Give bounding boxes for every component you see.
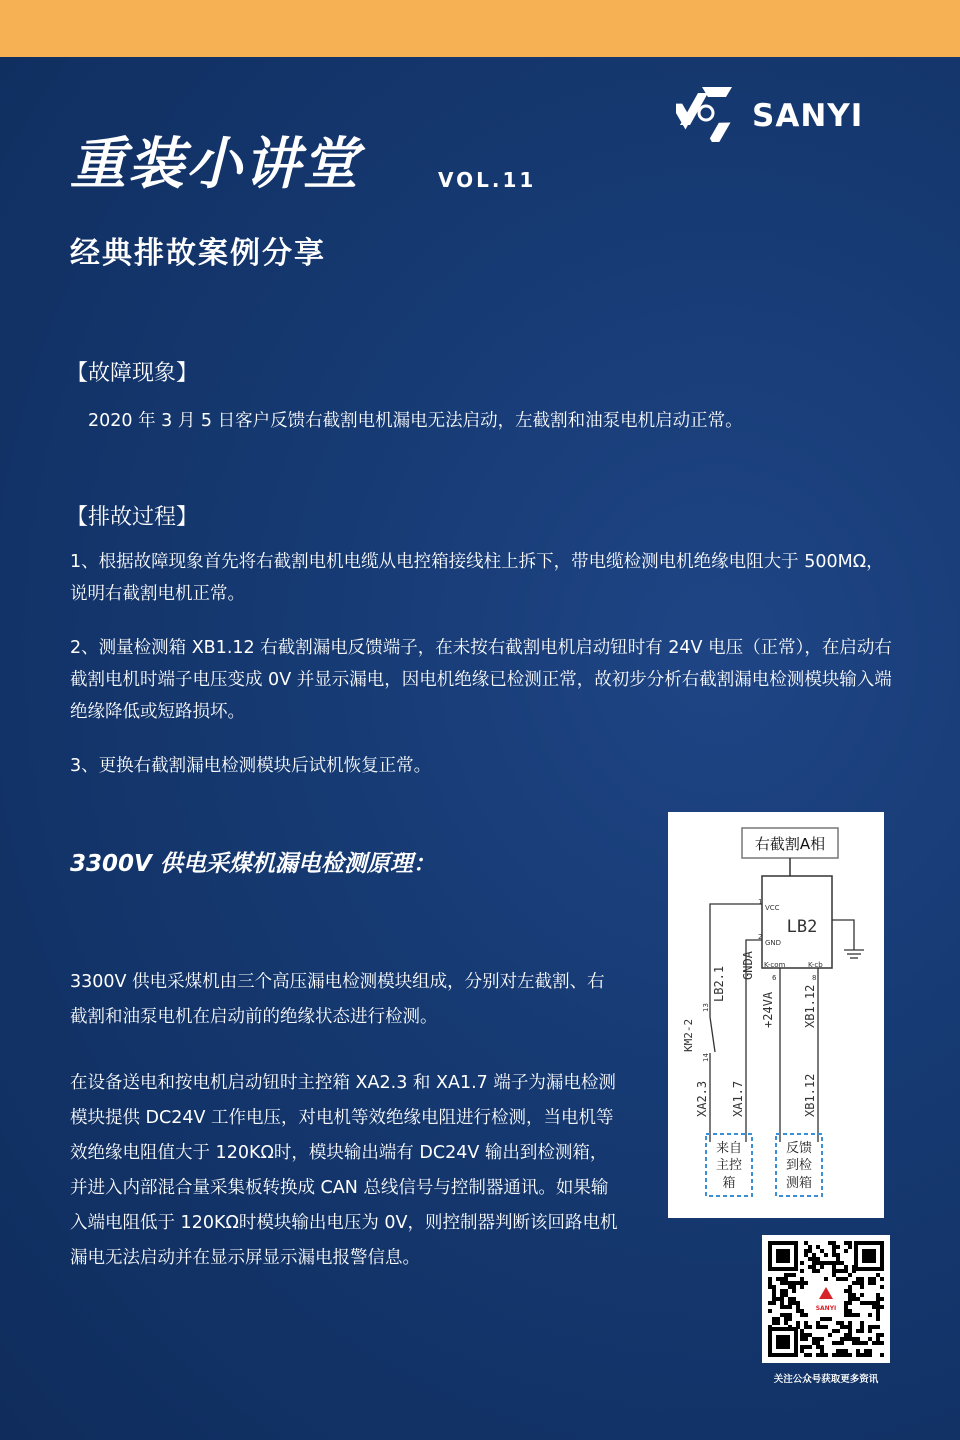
top-accent-bar <box>0 0 960 57</box>
svg-text:到检: 到检 <box>785 1158 813 1173</box>
qr-caption: 关注公众号获取更多资讯 <box>773 1374 879 1385</box>
svg-text:1: 1 <box>758 898 763 906</box>
process-step-2: 2、测量检测箱 XB1.12 右截割漏电反馈端子，在未按右截割电机启动钮时有 24V 电压（正常），在启动右截割电机时端子电压变成 0V 并显示漏电，因电机绝缘已检测正常，故初步分析右截割漏电检测模块输入端绝缘降低或短路损坏。 <box>70 638 892 722</box>
svg-text:VCC: VCC <box>765 904 780 912</box>
brand-name: SANYI <box>752 98 864 134</box>
svg-text:+24VA: +24VA <box>761 991 775 1028</box>
principle-paragraph-1: 3300V 供电采煤机由三个高压漏电检测模块组成，分别对左截割、右截割和油泵电机在启动前的绝缘状态进行检测。 <box>70 972 605 1027</box>
svg-text:8: 8 <box>812 974 817 982</box>
qr-code[interactable] <box>762 1235 890 1363</box>
svg-text:K-com: K-com <box>764 961 786 969</box>
svg-text:主控: 主控 <box>715 1158 743 1173</box>
svg-text:6: 6 <box>772 974 777 982</box>
svg-text:XA1.7: XA1.7 <box>731 1080 745 1117</box>
svg-text:2: 2 <box>758 933 763 941</box>
volume-label: VOL.11 <box>438 168 537 192</box>
svg-text:LB2.1: LB2.1 <box>712 965 726 1002</box>
svg-text:反馈: 反馈 <box>785 1141 813 1156</box>
module-label: LB2 <box>786 917 818 937</box>
qr-logo-text: SANYI <box>815 1305 837 1312</box>
process-heading: 【排故过程】 <box>66 505 199 530</box>
svg-text:14: 14 <box>702 1053 710 1062</box>
svg-text:XB1.12: XB1.12 <box>803 984 817 1028</box>
svg-text:测箱: 测箱 <box>785 1176 813 1191</box>
fault-text: 2020 年 3 月 5 日客户反馈右截割电机漏电无法启动，左截割和油泵电机启动正常。 <box>88 411 743 431</box>
principle-heading: 3300V 供电采煤机漏电检测原理： <box>70 851 436 877</box>
process-step-1: 1、根据故障现象首先将右截割电机电缆从电控箱接线柱上拆下，带电缆检测电机绝缘电阻大于 500MΩ，说明右截割电机正常。 <box>70 552 884 604</box>
page-title: 重装小讲堂 <box>70 132 360 197</box>
svg-text:KM2-2: KM2-2 <box>682 1018 695 1052</box>
principle-paragraph-2: 在设备送电和按电机启动钮时主控箱 XA2.3 和 XA1.7 端子为漏电检测模块提供 DC24V 工作电压，对电机等效绝缘电阻进行检测，当电机等效绝缘电阻值大于 120KΩ时，模块输出端有 DC24V 输出到检测箱，并进入内部混合量采集板转换成 CAN 总线信号与控制器通讯。如果输入端电阻低于 120KΩ时模块输出电压为 0V，则控制器判断该回路电机漏电无法启动并在显示屏显示漏电报警信息。 <box>70 1073 618 1268</box>
circuit-diagram <box>668 812 884 1218</box>
process-step-3: 3、更换右截割漏电检测模块后试机恢复正常。 <box>70 756 432 776</box>
svg-text:GND: GND <box>765 939 782 947</box>
svg-text:13: 13 <box>702 1003 710 1012</box>
svg-text:箱: 箱 <box>722 1176 736 1191</box>
svg-text:GNDA: GNDA <box>741 951 755 980</box>
page-subtitle: 经典排故案例分享 <box>70 236 326 271</box>
diagram-top-label: 右截割A相 <box>754 835 826 853</box>
svg-text:来自: 来自 <box>715 1141 743 1156</box>
svg-text:XA2.3: XA2.3 <box>695 1080 709 1117</box>
fault-heading: 【故障现象】 <box>66 361 199 386</box>
svg-text:K-cb: K-cb <box>808 961 823 969</box>
svg-text:XB1.12: XB1.12 <box>803 1073 817 1117</box>
sanyi-logo-icon <box>676 87 732 142</box>
